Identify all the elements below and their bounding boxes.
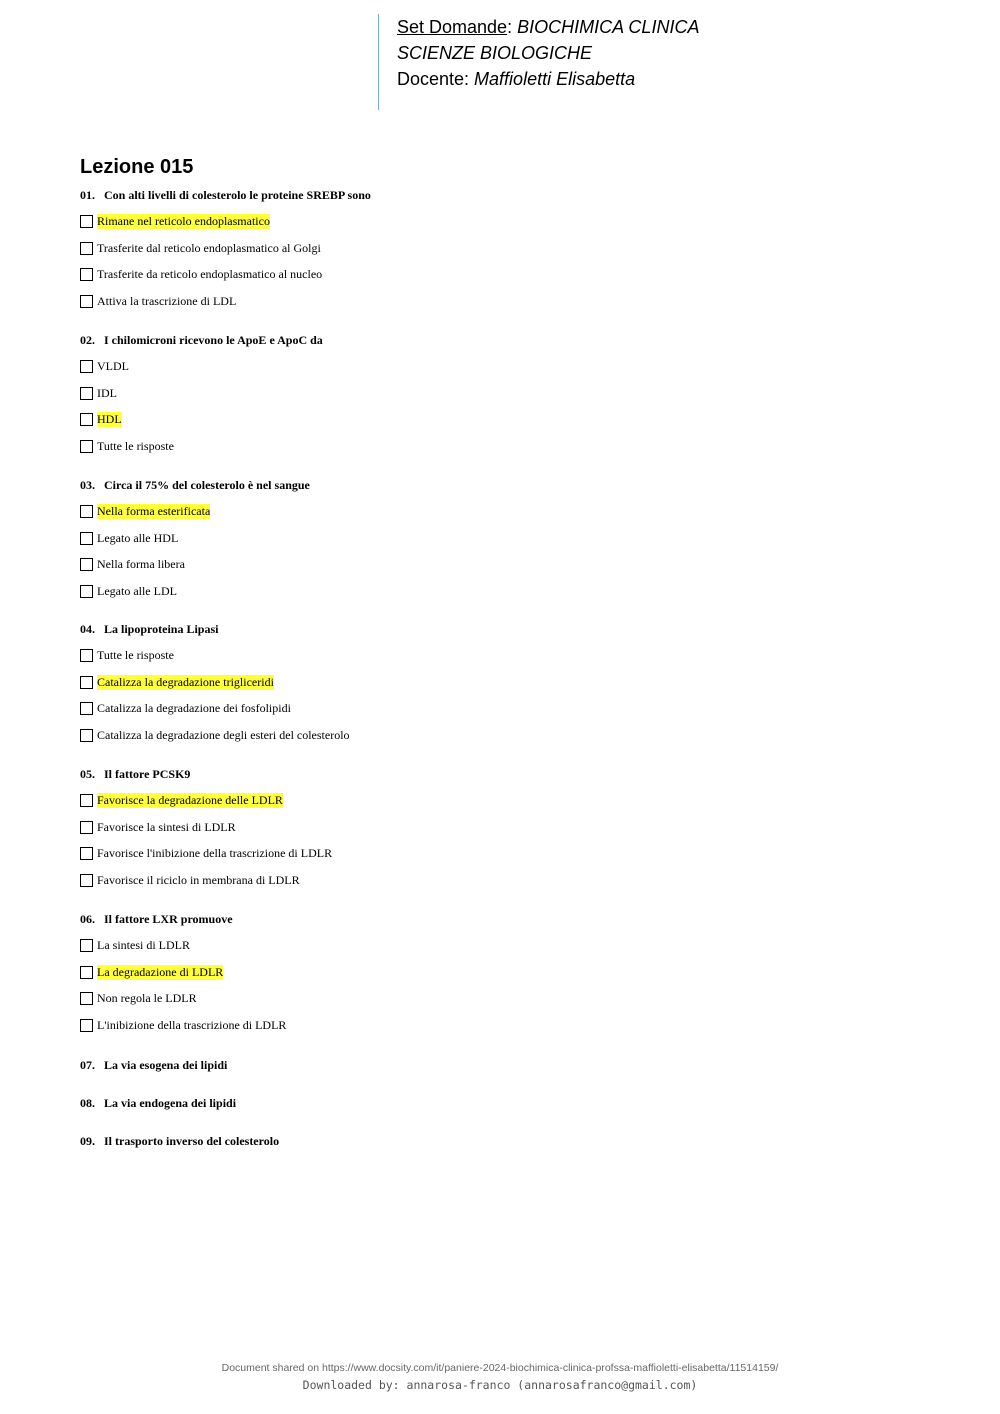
answer-option <box>80 214 371 230</box>
answer-checkbox[interactable] <box>80 702 93 715</box>
answer-checkbox[interactable] <box>80 413 93 426</box>
answer-label: Tutte le risposte <box>97 438 174 453</box>
course-name: BIOCHIMICA CLINICA <box>517 17 700 37</box>
question-number: 01. <box>80 188 95 202</box>
question-number: 09. <box>80 1134 95 1148</box>
answer-option <box>80 991 286 1007</box>
question-number: 08. <box>80 1096 95 1110</box>
question-label: Il trasporto inverso del colesterolo <box>104 1134 280 1148</box>
answer-label: La sintesi di LDLR <box>97 938 190 952</box>
question-block <box>80 1057 227 1073</box>
question-number: 04. <box>80 622 95 636</box>
answer-option <box>80 530 310 546</box>
answer-option <box>80 727 350 743</box>
question-label: La via esogena dei lipidi <box>104 1058 228 1072</box>
answer-option <box>80 1017 286 1033</box>
answer-checkbox[interactable] <box>80 794 93 807</box>
question-block <box>80 477 310 599</box>
question-text <box>80 1133 279 1149</box>
answer-label: IDL <box>97 385 117 400</box>
answer-checkbox[interactable] <box>80 558 93 571</box>
answer-label: L'inibizione della trascrizione di LDLR <box>97 1017 287 1032</box>
question-number: 06. <box>80 912 95 926</box>
answer-checkbox[interactable] <box>80 505 93 518</box>
teacher-name: Maffioletti Elisabetta <box>474 69 636 89</box>
answer-label: Favorisce l'inibizione della trascrizione di LDLR <box>97 846 333 860</box>
answer-checkbox[interactable] <box>80 939 93 952</box>
answer-option <box>80 385 323 401</box>
question-label: La via endogena dei lipidi <box>104 1096 237 1110</box>
answer-label-correct: Catalizza la degradazione trigliceridi <box>97 674 274 689</box>
teacher-label: Docente: <box>397 69 475 89</box>
answer-checkbox[interactable] <box>80 215 93 228</box>
answer-option <box>80 293 371 309</box>
question-text <box>80 332 323 348</box>
question-block <box>80 911 286 1033</box>
question-text <box>80 766 332 782</box>
answer-label: Catalizza la degradazione dei fosfolipidi <box>97 701 291 715</box>
answer-option <box>80 359 323 375</box>
answer-option <box>80 872 332 888</box>
question-number: 07. <box>80 1058 95 1072</box>
question-label: Il fattore PCSK9 <box>104 767 191 781</box>
question-block <box>80 187 371 309</box>
answer-option <box>80 583 310 599</box>
answer-checkbox[interactable] <box>80 268 93 281</box>
answer-checkbox[interactable] <box>80 532 93 545</box>
answer-checkbox[interactable] <box>80 847 93 860</box>
answer-label-correct: Nella forma esterificata <box>97 504 211 518</box>
answer-label-correct: Favorisce la degradazione delle LDLR <box>97 793 283 807</box>
question-text <box>80 621 350 637</box>
degree-name: SCIENZE BIOLOGICHE <box>397 43 593 63</box>
set-label: Set Domande <box>397 17 508 37</box>
answer-checkbox[interactable] <box>80 649 93 662</box>
footer-downloaded-by: Downloaded by: annarosa-franco (annarosafranco@gmail.com) <box>302 1378 698 1392</box>
answer-checkbox[interactable] <box>80 295 93 308</box>
question-label: I chilomicroni ricevono le ApoE e ApoC da <box>104 333 323 347</box>
question-block <box>80 332 323 454</box>
question-block <box>80 621 350 743</box>
question-label: Circa il 75% del colesterolo è nel sangue <box>104 478 310 492</box>
answer-option <box>80 793 332 809</box>
answer-label-correct: Rimane nel reticolo endoplasmatico <box>97 214 270 228</box>
answer-label: Legato alle HDL <box>97 530 179 545</box>
answer-checkbox[interactable] <box>80 676 93 689</box>
document-header <box>378 14 699 110</box>
answer-label: Catalizza la degradazione degli esteri del colesterolo <box>97 727 350 742</box>
answer-label: Non regola le LDLR <box>97 991 197 1005</box>
header-colon: : <box>507 17 518 37</box>
question-text <box>80 911 286 927</box>
answer-option <box>80 438 323 454</box>
answer-option <box>80 648 350 664</box>
question-number: 05. <box>80 767 95 781</box>
answer-checkbox[interactable] <box>80 440 93 453</box>
question-block <box>80 1095 236 1111</box>
answer-label-correct: HDL <box>97 412 122 426</box>
question-block <box>80 766 332 888</box>
answer-checkbox[interactable] <box>80 1019 93 1032</box>
answer-label: Attiva la trascrizione di LDL <box>97 293 237 308</box>
answer-checkbox[interactable] <box>80 360 93 373</box>
answer-checkbox[interactable] <box>80 585 93 598</box>
header-course-line <box>397 14 699 40</box>
answer-option <box>80 267 371 283</box>
question-text <box>80 477 310 493</box>
answer-checkbox[interactable] <box>80 729 93 742</box>
answer-label: Legato alle LDL <box>97 583 177 598</box>
answer-option <box>80 819 332 835</box>
answer-label: Favorisce la sintesi di LDLR <box>97 819 236 834</box>
answer-label: Nella forma libera <box>97 557 185 571</box>
header-teacher-line <box>397 66 699 92</box>
answer-label: Trasferite da reticolo endoplasmatico al nucleo <box>97 267 323 281</box>
lesson-title: Lezione 015 <box>80 156 194 178</box>
answer-label: VLDL <box>97 359 129 373</box>
answer-option <box>80 240 371 256</box>
question-number: 02. <box>80 333 95 347</box>
answer-option <box>80 846 332 862</box>
question-number: 03. <box>80 478 95 492</box>
answer-option <box>80 701 350 717</box>
answer-option <box>80 504 310 520</box>
answer-option <box>80 674 350 690</box>
answer-option <box>80 938 286 954</box>
answer-checkbox[interactable] <box>80 992 93 1005</box>
answer-label: Trasferite dal reticolo endoplasmatico al Golgi <box>97 240 321 255</box>
answer-option <box>80 557 310 573</box>
answer-label: Tutte le risposte <box>97 648 174 662</box>
answer-option <box>80 964 286 980</box>
answer-checkbox[interactable] <box>80 821 93 834</box>
question-block <box>80 1133 279 1149</box>
header-degree-line <box>397 40 699 66</box>
question-text <box>80 187 371 203</box>
answer-label: Favorisce il riciclo in membrana di LDLR <box>97 872 300 887</box>
answer-checkbox[interactable] <box>80 387 93 400</box>
answer-checkbox[interactable] <box>80 242 93 255</box>
question-text <box>80 1057 227 1073</box>
question-text <box>80 1095 236 1111</box>
footer-shared-link[interactable]: Document shared on https://www.docsity.com/it/paniere-2024-biochimica-clinica-profssa-maffioletti-elisabetta/11514159/ <box>221 1362 779 1374</box>
question-label: Con alti livelli di colesterolo le proteine SREBP sono <box>104 188 371 202</box>
question-label: Il fattore LXR promuove <box>104 912 233 926</box>
answer-option <box>80 412 323 428</box>
answer-label-correct: La degradazione di LDLR <box>97 964 224 979</box>
answer-checkbox[interactable] <box>80 966 93 979</box>
question-label: La lipoproteina Lipasi <box>104 622 219 636</box>
answer-checkbox[interactable] <box>80 874 93 887</box>
